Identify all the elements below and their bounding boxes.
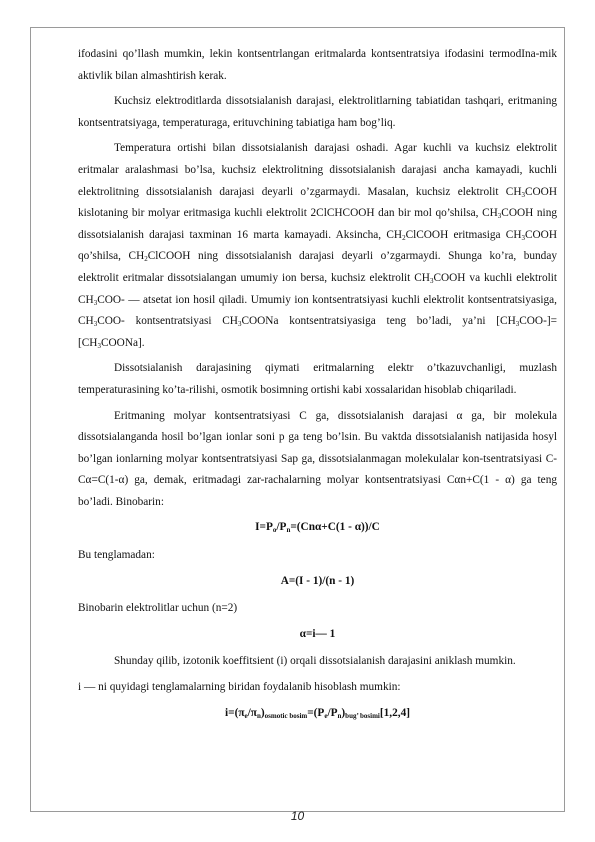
- paragraph-0: ifodasini qo’llash mumkin, lekin kontsentrlangan eritmalarda kontsentratsiya ifodasini termodIna-mik aktivlik bilan almashtirish kerak.: [78, 48, 557, 82]
- document-body: [78, 44, 557, 730]
- paragraph-2: Temperatura ortishi bilan dissotsialanish darajasi oshadi. Agar kuchli va kuchsiz elektrolit eritmalar aralashmasi bo’lsa, kuchsiz elektrolitning dissotsialanish darajasi ancha kamayadi, kuchli elektrolitning dissotsialanish darajasi deyarli o’zgarmaydi. Masalan, kuchsiz elektrolit $CH_3COOH$ kislotaning bir molyar eritmasiga kuchli elektrolit 2ClCHCOOH dan bir mol qo’shilsa, $CH_3COOH$ ning dissotsialanish darajasi taxminan 16 marta kamayadi. Aksincha, $CH_2ClCOOH$ eritmasiga $CH_3COOH$ qo’shilsa, $CH_2ClCOOH$ ning dissotsialanish darajasi deyarli o’zgarmaydi. Shunga ko’ra, bunday elektrolit eritmalar dissotsialangan umumiy ion bersa, kuchsiz elektrolit $CH_3COOH$ va kuchli elektrolit $CH_3COO-$ — atsetat ion hosil qiladi. Umumiy ion kontsentratsiyasi kuchli elektrolit kontsentratsiyasiga, $CH_3COO-$ kontsentratsiyasi $CH_3COONa$ kontsentratsiyasiga teng bo’ladi, ya’ni $[CH_3COO-]=[CH_3COONa]$.: [78, 142, 558, 350]
- text-after-eq2: Binobarin elektrolitlar uchun (n=2): [78, 602, 238, 615]
- paragraph-4: Eritmaning molyar kontsentratsiyasi C ga, dissotsialanish darajasi α ga, bir molekula dissotsialanganda hosil bo’lgan ionlar soni p ga teng bo’lsin. Bu vaktda dissotsialanish natijasida hosyl bo’lgan ionlarning molyar kontsentratsiyasi Sap ga, dissotsialanmagan molekulalar kon-tsentratsiyasi C-Cα=C(1-α) ga, demak, eritmadagi zar-rachalarning molyar kontsentratsiyasi Cαn+C(1 - α) ga teng bo’ladi. Binobarin:: [78, 409, 557, 508]
- text-after-eq3: Shunday qilib, izotonik koeffitsient (i) orqali dissotsialanish darajasini aniklash mumkin.: [114, 655, 516, 668]
- paragraph-3: Dissotsialanish darajasining qiymati eritmalarning elektr o’tkazuvchanligi, muzlash temperaturasining ko’ta-rilishi, osmotik bosimning ortishi kabi xossalaridan hisoblab chiqariladi.: [78, 362, 557, 396]
- page-number: 10: [290, 809, 305, 823]
- equation-alpha-binary: α=i— 1: [299, 627, 336, 640]
- equation-i: $i=(\pi_e/\pi_n)_{osmotic bosim}=(P_e/P_n)_{bug’ bosimi}[1,2,4]$: [225, 706, 410, 720]
- text-after-eq3b: i — ni quyidagi tenglamalarning biridan foydalanib hisoblash mumkin:: [78, 681, 401, 694]
- equation-alpha: A=(I - 1)/(n - 1): [280, 574, 355, 587]
- paragraph-1: Kuchsiz elektroditlarda dissotsialanish darajasi, elektrolitlarning tabiatidan tashqari, eritmaning kontsentratsiyaga, temperaturaga, erituvchining tabiatiga ham bog’liq.: [78, 95, 557, 129]
- text-after-eq1: Bu tenglamadan:: [78, 549, 155, 562]
- equation-isotonic: $I=P_o/P_n=(Cn\alpha+C(1 - \alpha))/C$: [255, 521, 380, 535]
